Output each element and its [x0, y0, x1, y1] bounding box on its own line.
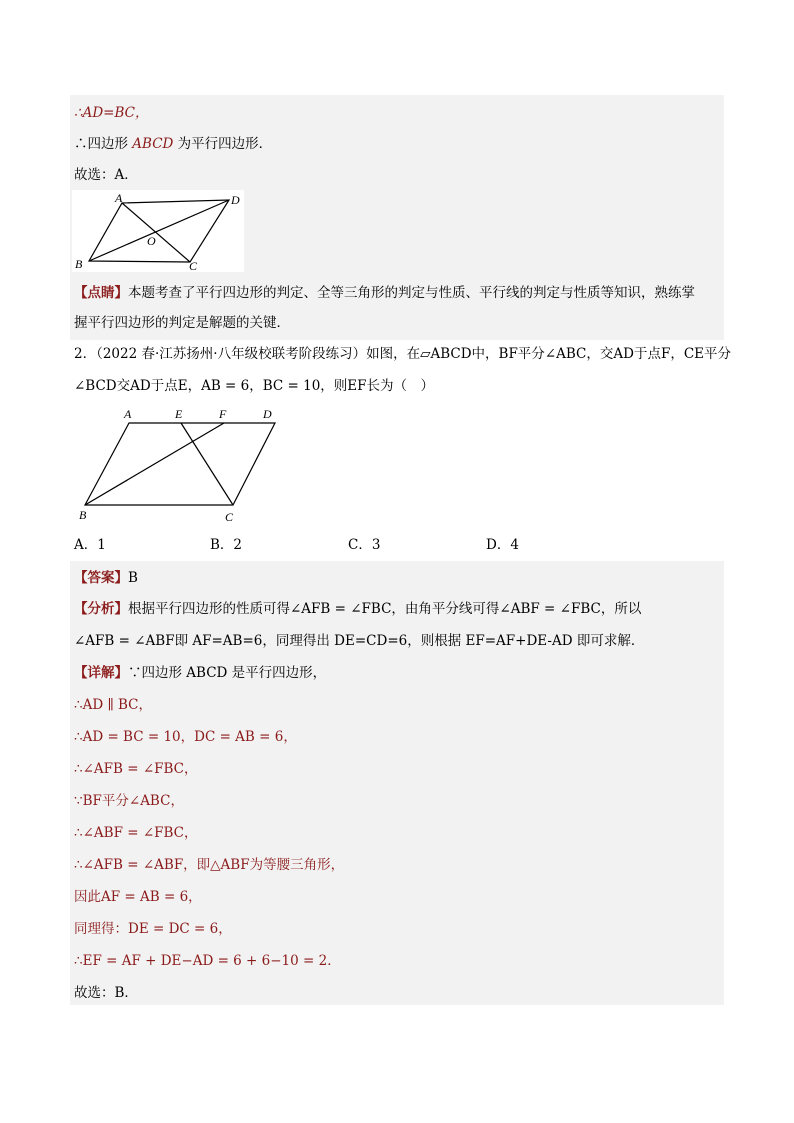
- top-line-2: [74, 135, 272, 153]
- top-line-3-text: 故选：A．: [74, 167, 138, 183]
- detail-step-10: 故选：B．: [74, 985, 138, 1001]
- detail-step-9: ∴EF = AF + DE−AD = 6 + 6−10 = 2．: [74, 953, 341, 969]
- fig1-label-o: O: [147, 234, 156, 248]
- detail-line-1: [74, 664, 326, 682]
- detail-step-1: ∴AD ∥ BC，: [74, 697, 152, 713]
- fig1-label-a: A: [115, 191, 123, 205]
- answer-line: [74, 569, 138, 587]
- fig2-label-a: A: [124, 407, 132, 421]
- detail-text-1: ∵四边形 ABCD 是平行四边形，: [128, 665, 327, 681]
- figure-parallelogram-abcd-o: [72, 190, 244, 272]
- fig1-label-d: D: [231, 193, 240, 207]
- fig1-label-b: B: [75, 257, 83, 271]
- analysis-line-2: [74, 632, 644, 650]
- detail-step-8: 同理得：DE = DC = 6，: [74, 921, 232, 937]
- top-line-2a: ∴四边形: [74, 136, 133, 152]
- analysis-tag: 【分析】: [74, 601, 128, 617]
- detail-step-3: ∴∠AFB = ∠FBC，: [74, 761, 198, 777]
- fig2-label-d: D: [263, 407, 272, 421]
- answer-value: B: [128, 570, 138, 586]
- figure-parallelogram-bisectors: [74, 403, 284, 527]
- q2-stem-2: [74, 377, 434, 395]
- fig2-label-b: B: [79, 508, 87, 522]
- q2-solution-block: [70, 561, 724, 1005]
- top-line-2b: ABCD: [132, 136, 174, 152]
- fig1-label-c: C: [189, 259, 198, 272]
- top-line-1-text: ∴AD=BC，: [74, 105, 149, 121]
- option-c[interactable]: C．3: [348, 537, 381, 553]
- q2-stem-1: [74, 345, 731, 363]
- top-line-3: [74, 166, 138, 184]
- detail-step-6: ∴∠AFB = ∠ABF，即△ABF为等腰三角形，: [74, 857, 345, 873]
- q2-stem-1-text: 2．（2022 春·江苏扬州·八年级校联考阶段练习）如图，在▱ABCD中，BF平分∠ABC，交AD于点F，CE平分: [74, 346, 731, 362]
- fig2-label-e: E: [175, 407, 183, 421]
- option-b[interactable]: B．2: [210, 537, 243, 553]
- detail-step-7: 因此AF = AB = 6，: [74, 889, 202, 905]
- note-tag: 【点睛】: [74, 285, 128, 301]
- answer-tag: 【答案】: [74, 570, 128, 586]
- note-line-2: [74, 314, 290, 332]
- q2-stem-2-text: ∠BCD交AD于点E，AB = 6，BC = 10，则EF长为（ ）: [74, 378, 435, 394]
- analysis-text-1: 根据平行四边形的性质可得∠AFB = ∠FBC，由角平分线可得∠ABF = ∠FBC，所以: [128, 601, 642, 617]
- detail-step-4: ∵BF平分∠ABC，: [74, 793, 184, 809]
- fig2-label-f: F: [219, 407, 227, 421]
- note-line-1: [74, 284, 695, 302]
- option-d[interactable]: D．4: [486, 537, 519, 553]
- top-line-1: [74, 104, 148, 122]
- detail-tag: 【详解】: [74, 665, 128, 681]
- note-text-2: 握平行四边形的判定是解题的关键．: [74, 315, 290, 331]
- detail-step-5: ∴∠ABF = ∠FBC，: [74, 825, 198, 841]
- fig2-label-c: C: [225, 510, 234, 524]
- top-line-2c: 为平行四边形．: [173, 136, 273, 152]
- detail-step-2: ∴AD = BC = 10，DC = AB = 6，: [74, 729, 297, 745]
- analysis-line-1: [74, 600, 641, 618]
- analysis-text-2: ∠AFB = ∠ABF即 AF=AB=6，同理得出 DE=CD=6，则根据 EF=AF+DE-AD 即可求解．: [74, 633, 645, 649]
- option-a[interactable]: A．1: [74, 537, 106, 553]
- note-text-1: 本题考查了平行四边形的判定、全等三角形的判定与性质、平行线的判定与性质等知识，熟练掌: [128, 285, 695, 301]
